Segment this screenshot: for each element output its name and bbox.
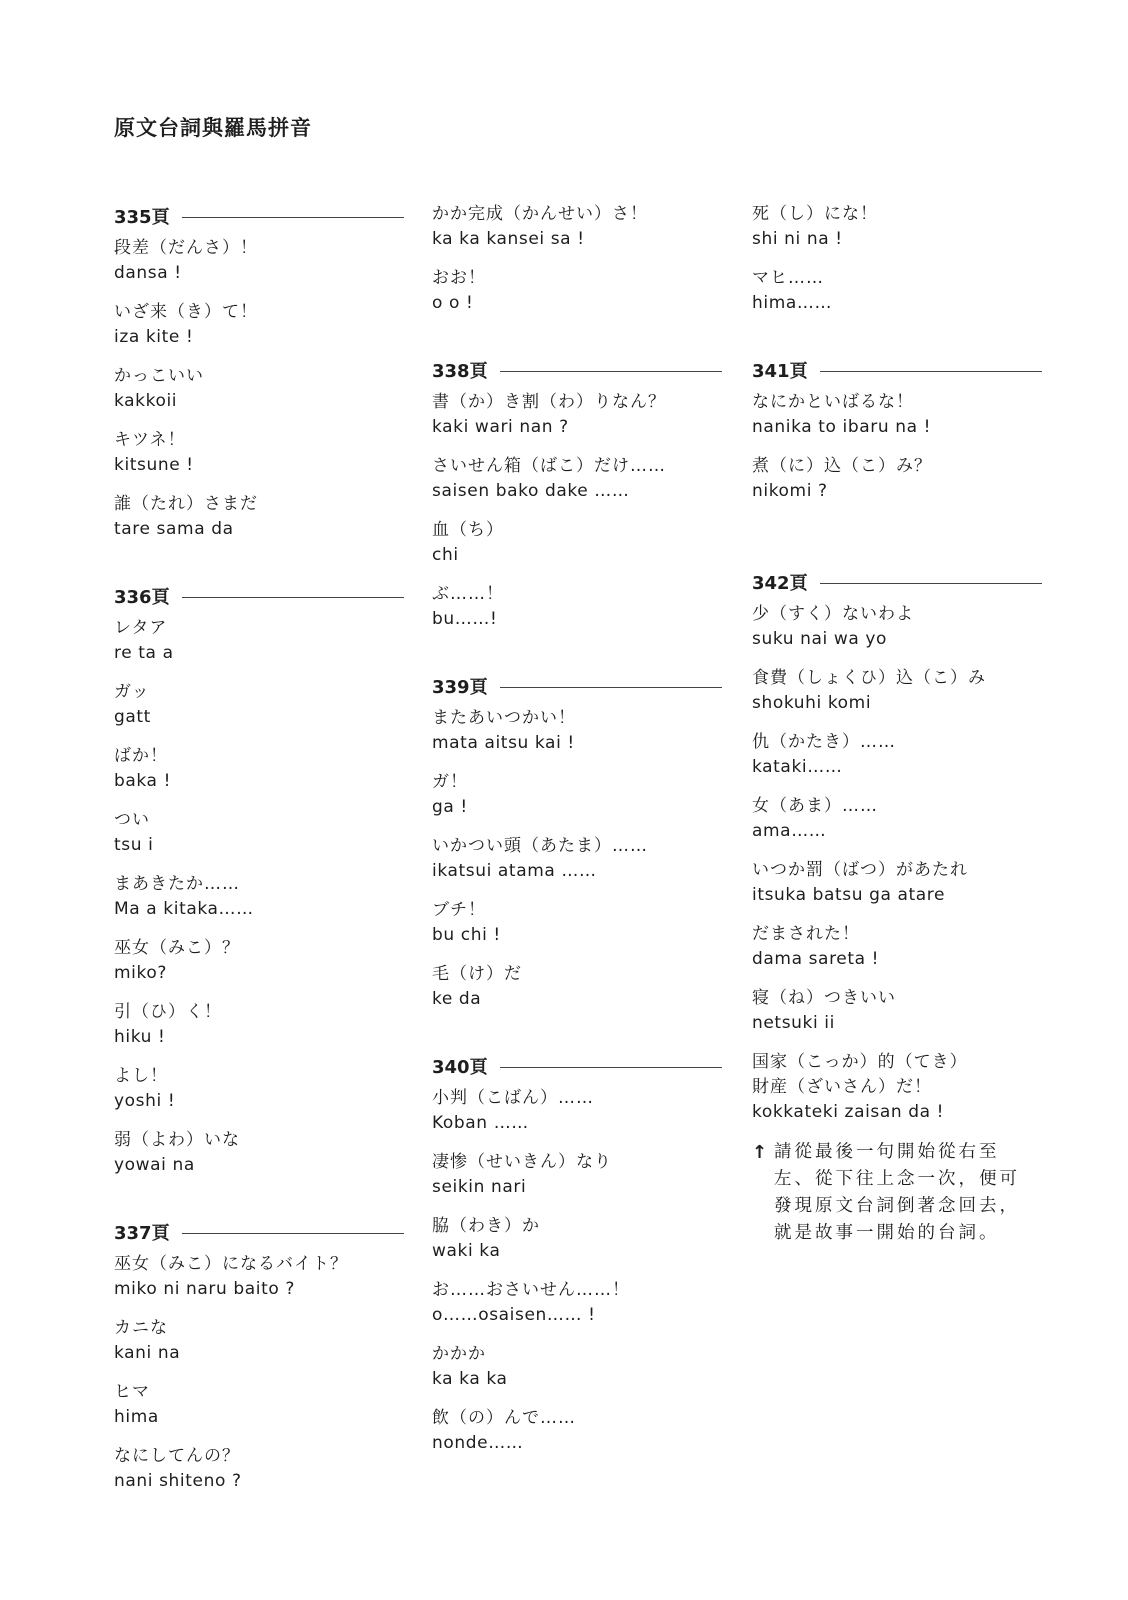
japanese-line: ばか！ xyxy=(114,746,168,766)
romaji-line: ikatsui atama …… xyxy=(432,861,597,881)
header-rule xyxy=(182,597,404,598)
japanese-line: 誰（たれ）さまだ xyxy=(114,494,258,514)
japanese-line: なにしてんの？ xyxy=(114,1446,240,1466)
dialogue-entry xyxy=(432,1278,722,1328)
dialogue-entry xyxy=(432,834,722,884)
japanese-line: 女（あま）…… xyxy=(752,796,878,816)
note-line: 左、從下往上念一次，便可 xyxy=(774,1169,1020,1189)
romaji-line: ke da xyxy=(432,989,482,1009)
up-arrow-icon: ↑ xyxy=(752,1142,771,1163)
section-337-continued xyxy=(432,202,722,316)
note-line: 就是故事一開始的台詞。 xyxy=(774,1223,1000,1243)
dialogue-entry xyxy=(114,616,404,666)
japanese-line: 仇（かたき）…… xyxy=(752,732,896,752)
dialogue-entry xyxy=(752,730,1042,780)
dialogue-entry xyxy=(114,1316,404,1366)
section-342 xyxy=(752,568,1042,1125)
romaji-line: ka ka ka xyxy=(432,1369,508,1389)
japanese-line: 少（すく）ないわよ xyxy=(752,604,914,624)
page-number-label: 341頁 xyxy=(752,361,808,382)
japanese-line: 食費（しょくひ）込（こ）み xyxy=(752,668,986,688)
page-number-label: 339頁 xyxy=(432,677,488,698)
romaji-line: itsuka batsu ga atare xyxy=(752,885,946,905)
page-number-label: 340頁 xyxy=(432,1057,488,1078)
dialogue-entry xyxy=(752,1050,1042,1125)
romaji-line: dama sareta ! xyxy=(752,949,880,969)
japanese-line: 国家（こっか）的（てき） xyxy=(752,1052,968,1072)
japanese-line: さいせん箱（ばこ）だけ…… xyxy=(432,456,666,476)
japanese-line: ブチ！ xyxy=(432,900,486,920)
romaji-line: o……osaisen…… ! xyxy=(432,1305,596,1325)
japanese-line: 小判（こばん）…… xyxy=(432,1088,594,1108)
romaji-line: hima…… xyxy=(752,293,833,313)
romaji-line: yowai na xyxy=(114,1155,195,1175)
japanese-line: まあきたか…… xyxy=(114,874,240,894)
japanese-line: 煮（に）込（こ）み？ xyxy=(752,456,932,476)
dialogue-entry xyxy=(114,300,404,350)
dialogue-entry xyxy=(114,1000,404,1050)
japanese-line: ガッ xyxy=(114,682,150,702)
section-335 xyxy=(114,202,404,542)
romaji-line: waki ka xyxy=(432,1241,501,1261)
dialogue-entry xyxy=(114,1252,404,1302)
japanese-line: よし！ xyxy=(114,1066,168,1086)
dialogue-entry xyxy=(114,936,404,986)
dialogue-entry xyxy=(752,666,1042,716)
romaji-line: o o ! xyxy=(432,293,474,313)
romaji-line: re ta a xyxy=(114,643,174,663)
romaji-line: gatt xyxy=(114,707,151,727)
dialogue-entry xyxy=(432,706,722,756)
dialogue-entry xyxy=(432,1150,722,1200)
dialogue-entry xyxy=(432,1086,722,1136)
romaji-line: seikin nari xyxy=(432,1177,527,1197)
header-rule xyxy=(820,583,1042,584)
dialogue-entry xyxy=(432,1406,722,1456)
dialogue-entry xyxy=(752,858,1042,908)
section-336 xyxy=(114,582,404,1178)
dialogue-entry xyxy=(114,364,404,414)
dialogue-entry xyxy=(114,428,404,478)
romaji-line: shi ni na ! xyxy=(752,229,843,249)
romaji-line: kokkateki zaisan da ! xyxy=(752,1102,945,1122)
column-1 xyxy=(114,202,404,1534)
dialogue-entry xyxy=(432,202,722,252)
dialogue-entry xyxy=(114,1444,404,1494)
romaji-line: kani na xyxy=(114,1343,181,1363)
japanese-line: カニな xyxy=(114,1318,168,1338)
romaji-line: suku nai wa yo xyxy=(752,629,888,649)
romaji-line: ga ! xyxy=(432,797,468,817)
section-339 xyxy=(432,672,722,1012)
japanese-line: キツネ！ xyxy=(114,430,186,450)
dialogue-entry xyxy=(432,454,722,504)
header-rule xyxy=(500,687,722,688)
romaji-line: Ma a kitaka…… xyxy=(114,899,254,919)
romaji-line: kaki wari nan ? xyxy=(432,417,569,437)
dialogue-entry xyxy=(114,1380,404,1430)
dialogue-entry xyxy=(752,794,1042,844)
dialogue-entry xyxy=(752,266,1042,316)
dialogue-entry xyxy=(752,602,1042,652)
reading-note xyxy=(752,1139,1042,1247)
japanese-line: いかつい頭（あたま）…… xyxy=(432,836,648,856)
header-rule xyxy=(500,1067,722,1068)
section-337 xyxy=(114,1218,404,1494)
japanese-line: 引（ひ）く！ xyxy=(114,1002,222,1022)
japanese-line: なにかといばるな！ xyxy=(752,392,914,412)
section-header xyxy=(432,672,722,700)
romaji-line: nikomi ? xyxy=(752,481,828,501)
romaji-line: nonde…… xyxy=(432,1433,524,1453)
japanese-line: お……おさいせん……！ xyxy=(432,1280,630,1300)
page-number-label: 338頁 xyxy=(432,361,488,382)
japanese-line: またあいつかい！ xyxy=(432,708,576,728)
romaji-line: netsuki ii xyxy=(752,1013,835,1033)
header-rule xyxy=(182,217,404,218)
japanese-line: 段差（だんさ）！ xyxy=(114,238,258,258)
dialogue-entry xyxy=(752,202,1042,252)
romaji-line: nani shiteno ? xyxy=(114,1471,242,1491)
dialogue-entry xyxy=(752,922,1042,972)
dialogue-entry xyxy=(432,266,722,316)
romaji-line: kataki…… xyxy=(752,757,843,777)
japanese-line: 弱（よわ）いな xyxy=(114,1130,240,1150)
dialogue-entry xyxy=(432,962,722,1012)
dialogue-entry xyxy=(114,492,404,542)
dialogue-entry xyxy=(752,986,1042,1036)
dialogue-entry xyxy=(432,390,722,440)
romaji-line: miko ni naru baito ? xyxy=(114,1279,296,1299)
page-number-label: 336頁 xyxy=(114,587,170,608)
japanese-line: ヒマ xyxy=(114,1382,150,1402)
romaji-line: shokuhi komi xyxy=(752,693,872,713)
romaji-line: iza kite ! xyxy=(114,327,194,347)
japanese-line: ぶ……！ xyxy=(432,584,504,604)
japanese-line: いつか罰（ばつ）があたれ xyxy=(752,860,968,880)
japanese-line: 脇（わき）か xyxy=(432,1216,540,1236)
japanese-line: 書（か）き割（わ）りなん？ xyxy=(432,392,666,412)
romaji-line: saisen bako dake …… xyxy=(432,481,630,501)
japanese-line: かか完成（かんせい）さ！ xyxy=(432,204,648,224)
japanese-line: 血（ち） xyxy=(432,520,504,540)
japanese-line: つい xyxy=(114,810,150,830)
romaji-line: bu……! xyxy=(432,609,498,629)
dialogue-entry xyxy=(114,680,404,730)
section-header xyxy=(752,356,1042,384)
dialogue-entry xyxy=(432,518,722,568)
japanese-line: ガ！ xyxy=(432,772,468,792)
japanese-line: レタア xyxy=(114,618,168,638)
dialogue-entry xyxy=(432,582,722,632)
japanese-line: だまされた！ xyxy=(752,924,860,944)
section-340 xyxy=(432,1052,722,1456)
romaji-line: miko? xyxy=(114,963,167,983)
section-340-continued xyxy=(752,202,1042,316)
romaji-line: tsu i xyxy=(114,835,154,855)
romaji-line: baka ! xyxy=(114,771,171,791)
dialogue-entry xyxy=(432,770,722,820)
dialogue-entry xyxy=(114,1064,404,1114)
japanese-line: 巫女（みこ）になるバイト？ xyxy=(114,1254,348,1274)
dialogue-entry xyxy=(432,1342,722,1392)
romaji-line: nanika to ibaru na ! xyxy=(752,417,932,437)
section-header xyxy=(114,202,404,230)
dialogue-entry xyxy=(114,744,404,794)
page-title: 原文台詞與羅馬拼音 xyxy=(114,116,312,140)
column-3 xyxy=(752,202,1042,1247)
romaji-line: mata aitsu kai ! xyxy=(432,733,575,753)
romaji-line: Koban …… xyxy=(432,1113,529,1133)
page-number-label: 335頁 xyxy=(114,207,170,228)
page-number-label: 337頁 xyxy=(114,1223,170,1244)
header-rule xyxy=(500,371,722,372)
section-338 xyxy=(432,356,722,632)
japanese-line: 飲（の）んで…… xyxy=(432,1408,576,1428)
column-2 xyxy=(432,202,722,1496)
japanese-line: マヒ…… xyxy=(752,268,824,288)
romaji-line: tare sama da xyxy=(114,519,234,539)
dialogue-entry xyxy=(432,898,722,948)
japanese-line: 毛（け）だ xyxy=(432,964,522,984)
romaji-line: kitsune ! xyxy=(114,455,194,475)
dialogue-entry xyxy=(752,454,1042,504)
romaji-line: kakkoii xyxy=(114,391,178,411)
note-line: 發現原文台詞倒著念回去， xyxy=(774,1196,1020,1216)
japanese-line: 凄惨（せいきん）なり xyxy=(432,1152,612,1172)
section-header xyxy=(432,1052,722,1080)
romaji-line: chi xyxy=(432,545,459,565)
note-text xyxy=(774,1139,1020,1247)
section-header xyxy=(432,356,722,384)
romaji-line: yoshi ! xyxy=(114,1091,176,1111)
section-341 xyxy=(752,356,1042,504)
romaji-line: ama…… xyxy=(752,821,827,841)
dialogue-entry xyxy=(752,390,1042,440)
section-header xyxy=(752,568,1042,596)
japanese-line-continued: 財産（ざいさん）だ！ xyxy=(752,1077,932,1097)
japanese-line: かっこいい xyxy=(114,366,204,386)
japanese-line: いざ来（き）て！ xyxy=(114,302,258,322)
dialogue-entry xyxy=(114,872,404,922)
romaji-line: bu chi ! xyxy=(432,925,501,945)
dialogue-entry xyxy=(114,808,404,858)
dialogue-entry xyxy=(432,1214,722,1264)
japanese-line: 寝（ね）つきいい xyxy=(752,988,896,1008)
dialogue-entry xyxy=(114,1128,404,1178)
section-header xyxy=(114,1218,404,1246)
japanese-line: 死（し）にな！ xyxy=(752,204,878,224)
dialogue-entry xyxy=(114,236,404,286)
page-number-label: 342頁 xyxy=(752,573,808,594)
romaji-line: ka ka kansei sa ! xyxy=(432,229,585,249)
romaji-line: dansa ! xyxy=(114,263,182,283)
japanese-line: おお！ xyxy=(432,268,486,288)
romaji-line: hima xyxy=(114,1407,159,1427)
japanese-line: かかか xyxy=(432,1344,486,1364)
header-rule xyxy=(182,1233,404,1234)
note-line: 請從最後一句開始從右至 xyxy=(774,1142,1000,1162)
romaji-line: hiku ! xyxy=(114,1027,166,1047)
section-header xyxy=(114,582,404,610)
header-rule xyxy=(820,371,1042,372)
japanese-line: 巫女（みこ）？ xyxy=(114,938,240,958)
